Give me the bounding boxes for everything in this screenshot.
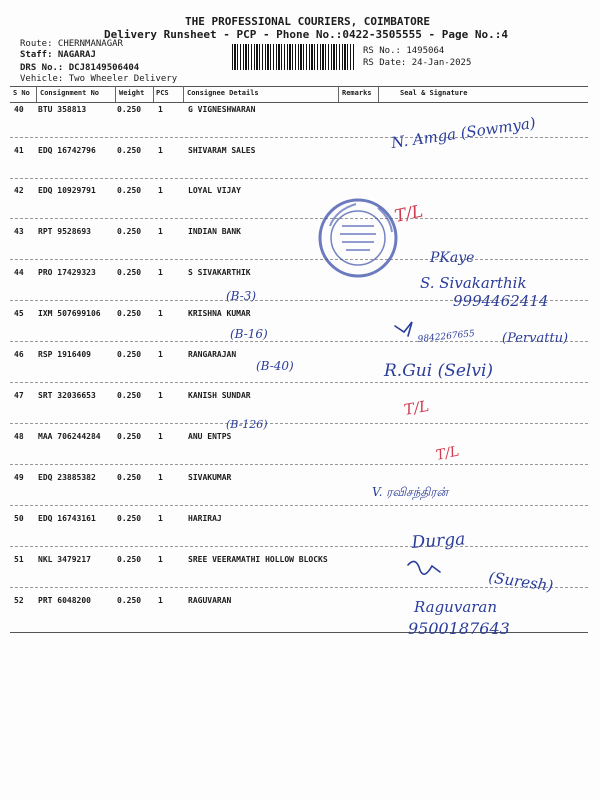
row-sno: 44	[14, 268, 24, 277]
row-sno: 45	[14, 309, 24, 318]
row-sno: 50	[14, 514, 24, 523]
row-weight: 0.250	[117, 309, 142, 318]
block-note-row-47: (B-126)	[226, 418, 268, 431]
row-pcs: 1	[158, 350, 163, 359]
row-consignee: LOYAL VIJAY	[188, 186, 241, 195]
row-consignment-no: EDQ 16743161	[38, 514, 96, 523]
row-consignment-no: PRT 6048200	[38, 596, 91, 605]
row-consignee: KRISHNA KUMAR	[188, 309, 251, 318]
row-consignee: INDIAN BANK	[188, 227, 241, 236]
row-weight: 0.250	[117, 391, 142, 400]
row-pcs: 1	[158, 227, 163, 236]
row-sno: 46	[14, 350, 24, 359]
row-pcs: 1	[158, 146, 163, 155]
phone-row-45: 9842267655	[417, 329, 476, 345]
drs-number: DRS No.: DCJ8149506404	[20, 63, 140, 73]
row-consignee: SHIVARAM SALES	[188, 146, 256, 155]
col-weight: Weight	[119, 89, 145, 97]
initial-mark-row-45	[395, 322, 412, 336]
row-weight: 0.250	[117, 473, 142, 482]
col-seal: Seal & Signature	[400, 89, 468, 97]
row-sno: 47	[14, 391, 24, 400]
signature-row-52: Raguvaran	[414, 598, 498, 616]
row-consignment-no: RPT 9528693	[38, 227, 91, 236]
row-consignee: G VIGNESHWARAN	[188, 105, 256, 114]
row-consignee: HARIRAJ	[188, 514, 222, 523]
remark-row-48: T/L	[434, 443, 461, 464]
phone-row-44: 9994462414	[453, 292, 549, 310]
col-consignment: Consignment No	[40, 89, 100, 97]
block-note-row-44: (B-3)	[226, 289, 257, 303]
row-consignment-no: RSP 1916409	[38, 350, 91, 359]
row-consignee: S SIVAKARTHIK	[188, 268, 251, 277]
rs-number: RS No.: 1495064	[363, 46, 445, 56]
row-consignment-no: BTU 358813	[38, 105, 87, 114]
remark-row-47: T/L	[402, 396, 431, 419]
signature-row-51: (Suresh)	[487, 568, 555, 596]
row-sno: 40	[14, 105, 24, 114]
row-weight: 0.250	[117, 268, 142, 277]
row-weight: 0.250	[117, 227, 142, 236]
row-pcs: 1	[158, 309, 163, 318]
col-pcs: PCS	[156, 89, 169, 97]
col-sno: S No	[13, 89, 30, 97]
signature-row-43: PKaye	[430, 250, 475, 266]
row-weight: 0.250	[117, 105, 142, 114]
row-pcs: 1	[158, 391, 163, 400]
row-weight: 0.250	[117, 514, 142, 523]
row-consignment-no: MAA 706244284	[38, 432, 101, 441]
signature-row-49: V. ரவிசந்திரன்	[372, 485, 449, 499]
runsheet-title: Delivery Runsheet - PCP - Phone No.:0422-3505555 - Page No.:4	[104, 28, 508, 41]
row-consignee: KANISH SUNDAR	[188, 391, 251, 400]
row-sno: 51	[14, 555, 24, 564]
signature-row-44: S. Sivakarthik	[420, 274, 527, 292]
row-pcs: 1	[158, 555, 163, 564]
row-sno: 52	[14, 596, 24, 605]
row-consignee: SIVAKUMAR	[188, 473, 232, 482]
row-weight: 0.250	[117, 555, 142, 564]
row-sno: 41	[14, 146, 24, 155]
staff-label: Staff: NAGARAJ	[20, 50, 96, 60]
row-consignment-no: EDQ 16742796	[38, 146, 96, 155]
rs-date: RS Date: 24-Jan-2025	[363, 58, 472, 68]
row-sno: 48	[14, 432, 24, 441]
remark-row-43: T/L	[392, 201, 425, 227]
route-label: Route: CHERNMANAGAR	[20, 39, 123, 49]
block-note-row-45: (B-16)	[230, 327, 268, 341]
row-pcs: 1	[158, 105, 163, 114]
row-pcs: 1	[158, 186, 163, 195]
row-weight: 0.250	[117, 186, 142, 195]
signature-row-50: Durga	[410, 529, 466, 553]
row-consignment-no: IXM 507699106	[38, 309, 101, 318]
row-pcs: 1	[158, 473, 163, 482]
initial-mark-row-51	[408, 561, 440, 574]
row-pcs: 1	[158, 514, 163, 523]
row-weight: 0.250	[117, 596, 142, 605]
signature-row-40: N. Amga (Sowmya)	[390, 113, 537, 152]
signature-row-45: (Pervattu)	[502, 331, 569, 346]
row-sno: 43	[14, 227, 24, 236]
row-consignment-no: SRT 32036653	[38, 391, 96, 400]
row-consignee: ANU ENTPS	[188, 432, 232, 441]
row-pcs: 1	[158, 596, 163, 605]
row-weight: 0.250	[117, 350, 142, 359]
phone-row-52: 9500187643	[408, 619, 510, 638]
col-consignee: Consignee Details	[187, 89, 259, 97]
block-note-row-46: (B-40)	[256, 359, 294, 373]
company-name: THE PROFESSIONAL COURIERS, COIMBATORE	[185, 15, 431, 28]
row-consignment-no: PRO 17429323	[38, 268, 96, 277]
row-consignee: RANGARAJAN	[188, 350, 237, 359]
row-weight: 0.250	[117, 432, 142, 441]
vehicle-label: Vehicle: Two Wheeler Delivery	[20, 74, 178, 84]
row-sno: 49	[14, 473, 24, 482]
row-consignee: RAGUVARAN	[188, 596, 232, 605]
row-pcs: 1	[158, 432, 163, 441]
row-consignment-no: EDQ 23885382	[38, 473, 96, 482]
col-remarks: Remarks	[342, 89, 372, 97]
row-pcs: 1	[158, 268, 163, 277]
row-weight: 0.250	[117, 146, 142, 155]
row-consignment-no: NKL 3479217	[38, 555, 91, 564]
row-consignee: SREE VEERAMATHI HOLLOW BLOCKS	[188, 555, 328, 564]
row-sno: 42	[14, 186, 24, 195]
signature-row-46: R.Gui (Selvi)	[384, 361, 494, 381]
row-consignment-no: EDQ 10929791	[38, 186, 96, 195]
